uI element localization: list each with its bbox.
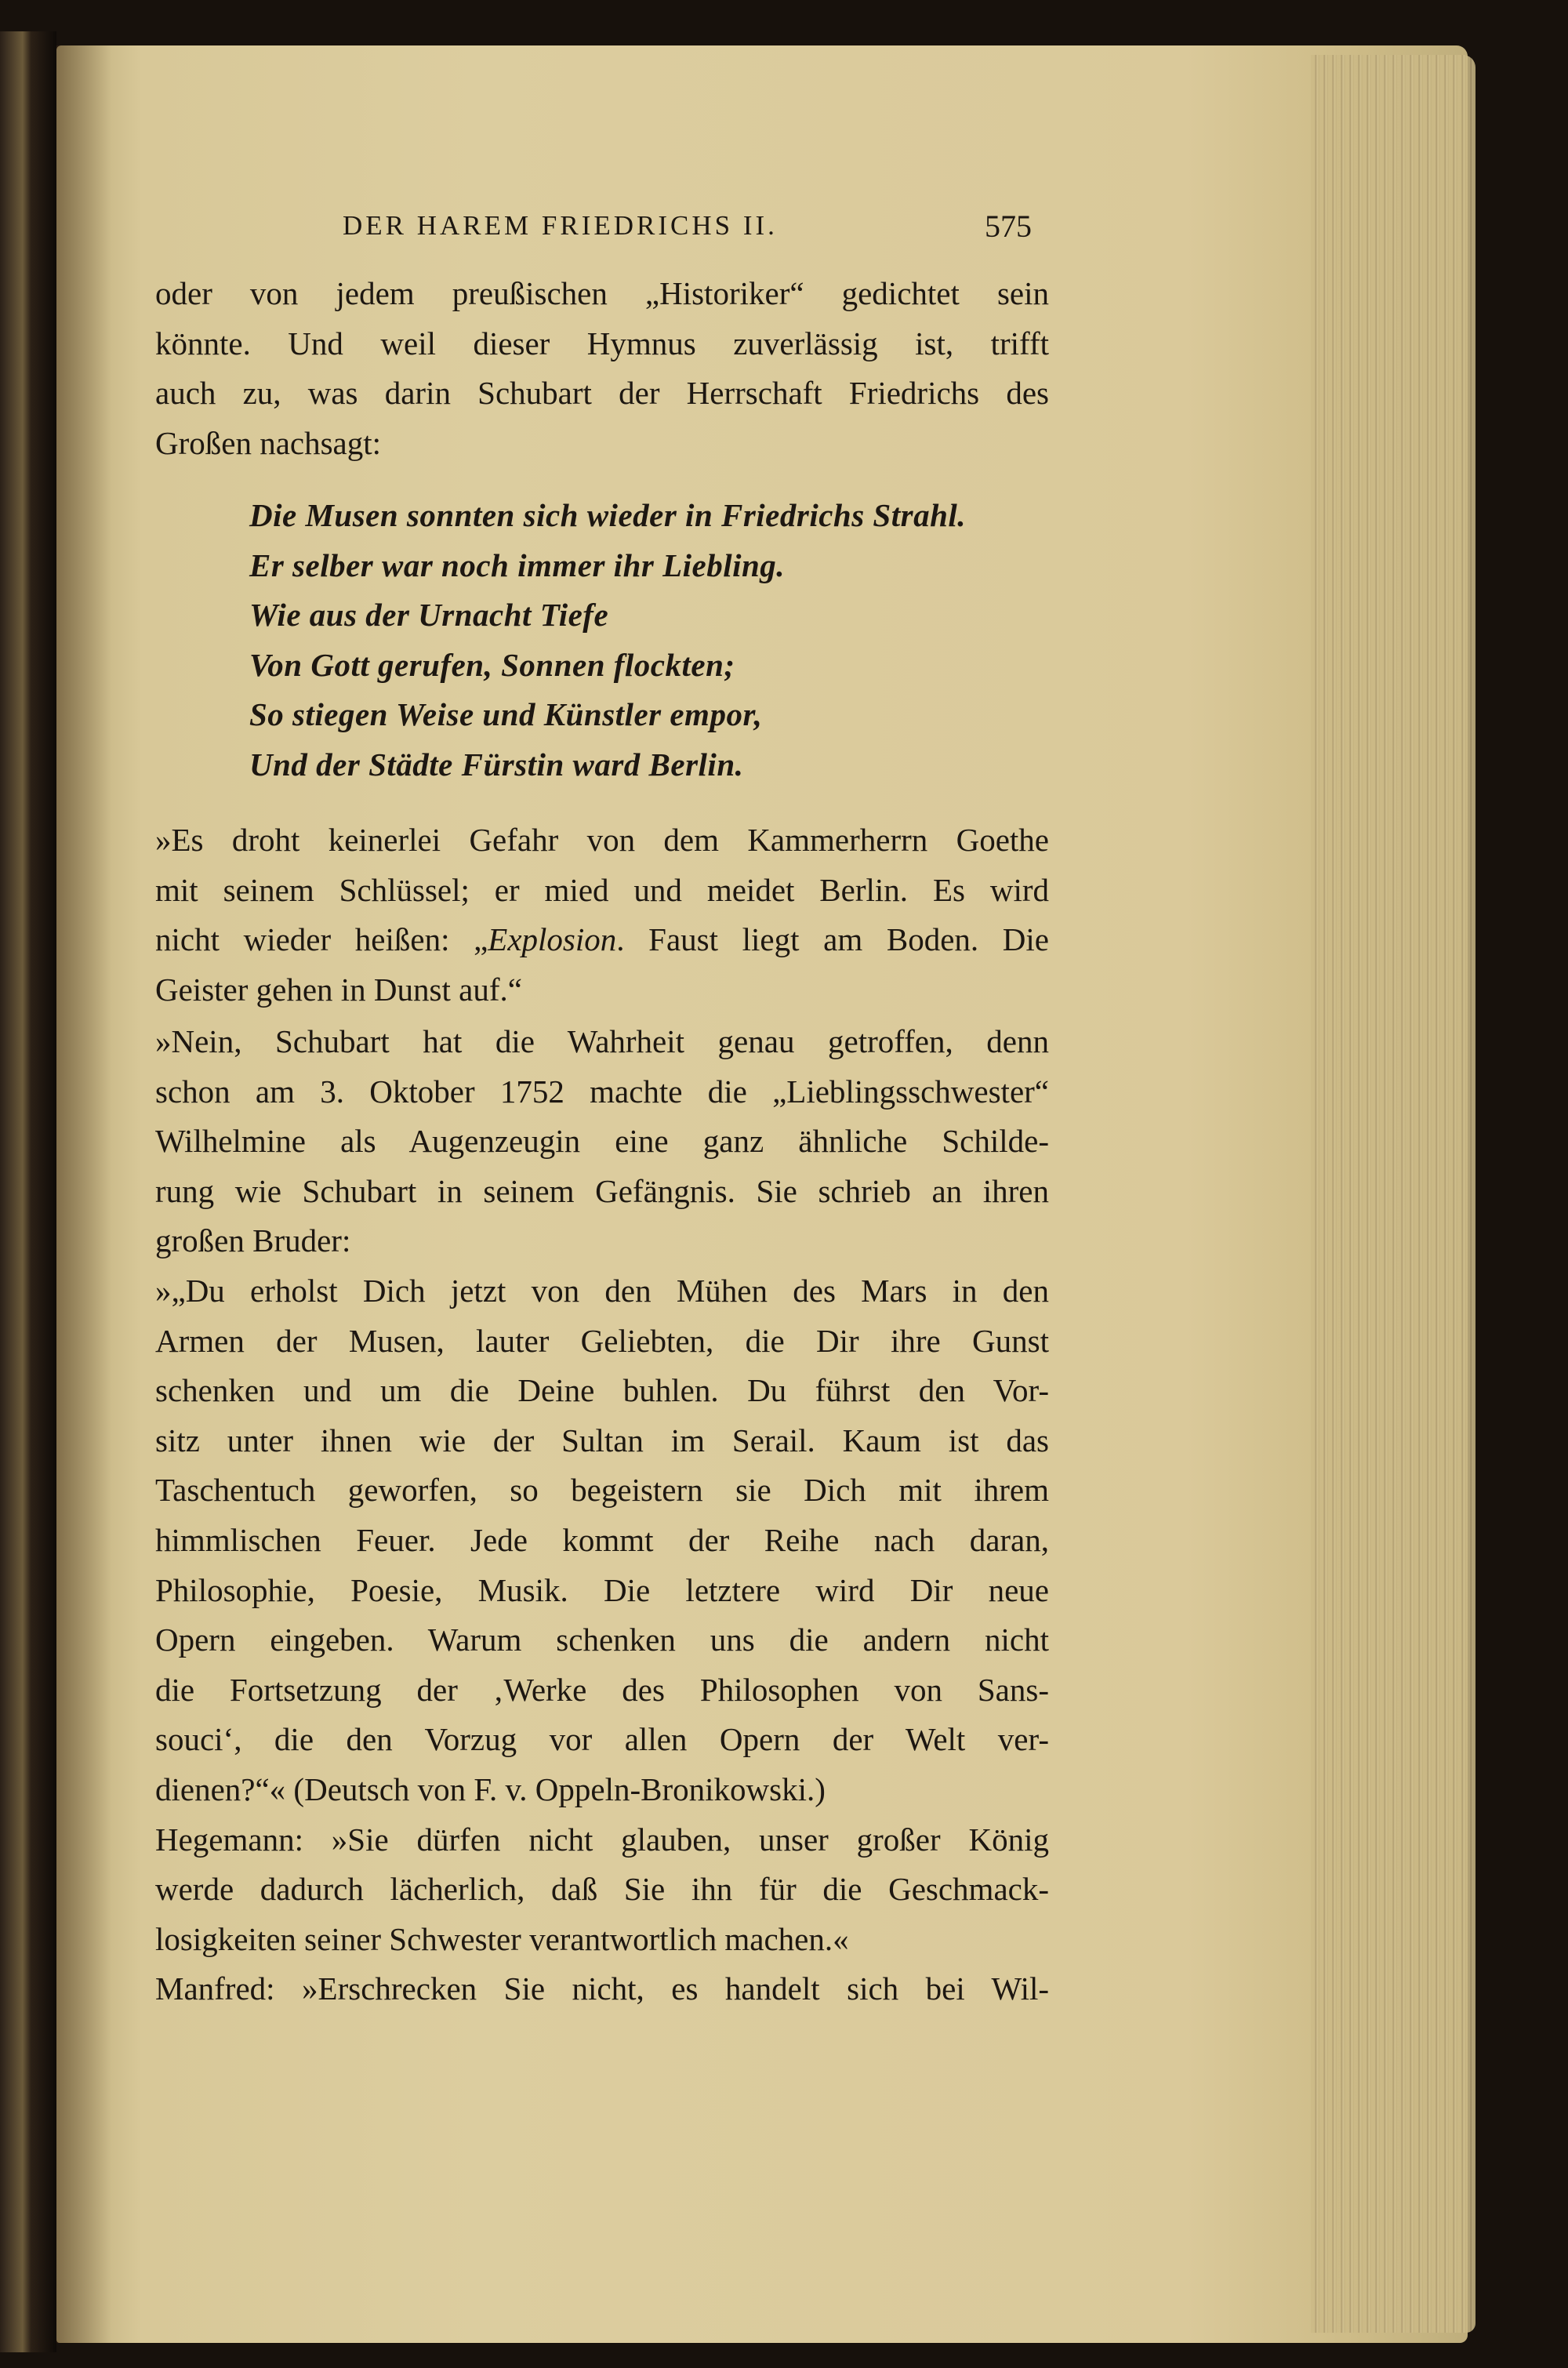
text-segment: . Faust liegt am Boden. Die — [616, 921, 1049, 958]
text-line: »Es droht keinerlei Gefahr von dem Kammerherrn Goethe — [155, 822, 1049, 858]
text-line: schenken und um die Deine buhlen. Du führst den Vor- — [155, 1372, 1049, 1409]
text-line: könnte. Und weil dieser Hymnus zuverlässig ist, trifft — [155, 325, 1049, 361]
text-line: werde dadurch lächerlich, daß Sie ihn für die Geschmack- — [155, 1871, 1049, 1908]
text-line: Opern eingeben. Warum schenken uns die andern nicht — [155, 1622, 1049, 1658]
text-line — [155, 917, 1049, 961]
text-line: Geister gehen in Dunst auf.“ — [155, 971, 522, 1008]
spine-shadow — [56, 45, 111, 2343]
text-line: Armen der Musen, lauter Geliebten, die Dir ihre Gunst — [155, 1322, 1049, 1359]
text-line: mit seinem Schlüssel; er mied und meidet Berlin. Es wird — [155, 871, 1049, 908]
text-line: »„Du erholst Dich jetzt von den Mühen des Mars in den — [155, 1273, 1049, 1309]
text-line: die Fortsetzung der ‚Werke des Philosophen von Sans- — [155, 1671, 1049, 1708]
text-line: oder von jedem preußischen „Historiker“ gedichtet sein — [155, 275, 1049, 311]
running-title: DER HAREM FRIEDRICHS II. — [343, 210, 778, 241]
text-line: schon am 3. Oktober 1752 machte die „Lieblingsschwester“ — [155, 1073, 1049, 1110]
text-line: Taschentuch geworfen, so begeistern sie Dich mit ihrem — [155, 1472, 1049, 1509]
text-line: souci‘, die den Vorzug vor allen Opern der Welt ver- — [155, 1721, 1049, 1758]
poem-line: Er selber war noch immer ihr Liebling. — [249, 547, 786, 583]
text-line: Manfred: »Erschrecken Sie nicht, es handelt sich bei Wil- — [155, 1970, 1049, 2007]
text-line: auch zu, was darin Schubart der Herrschaft Friedrichs des — [155, 375, 1049, 412]
text-line: rung wie Schubart in seinem Gefängnis. Sie schrieb an ihren — [155, 1172, 1049, 1209]
text-line: Wilhelmine als Augenzeugin eine ganz ähnliche Schilde- — [155, 1123, 1049, 1160]
poem-line: Von Gott gerufen, Sonnen flockten; — [249, 646, 735, 683]
page-number: 575 — [985, 209, 1032, 244]
text-line: Hegemann: »Sie dürfen nicht glauben, unser großer König — [155, 1821, 1049, 1858]
text-line: dienen?“« (Deutsch von F. v. Oppeln-Bronikowski.) — [155, 1771, 826, 1807]
text-line: großen Bruder: — [155, 1222, 351, 1259]
text-line: sitz unter ihnen wie der Sultan im Serail. Kaum ist das — [155, 1422, 1049, 1458]
poem-line: Die Musen sonnten sich wieder in Friedrichs Strahl. — [249, 497, 967, 533]
text-line: Philosophie, Poesie, Musik. Die letztere wird Dir neue — [155, 1571, 1049, 1608]
text-line: himmlischen Feuer. Jede kommt der Reihe nach daran, — [155, 1522, 1049, 1558]
page-edges — [1311, 55, 1475, 2333]
text-line: losigkeiten seiner Schwester verantwortlich machen.« — [155, 1920, 849, 1957]
text-line: »Nein, Schubart hat die Wahrheit genau getroffen, denn — [155, 1023, 1049, 1059]
italic-text: Explosion — [488, 921, 617, 958]
poem-line: So stiegen Weise und Künstler empor, — [249, 696, 763, 733]
poem-line: Und der Städte Fürstin ward Berlin. — [249, 746, 744, 783]
poem-line: Wie aus der Urnacht Tiefe — [249, 597, 609, 634]
text-segment: nicht wieder heißen: „ — [155, 921, 488, 958]
facing-page-edge — [0, 31, 56, 2352]
text-line: Großen nachsagt: — [155, 424, 382, 461]
